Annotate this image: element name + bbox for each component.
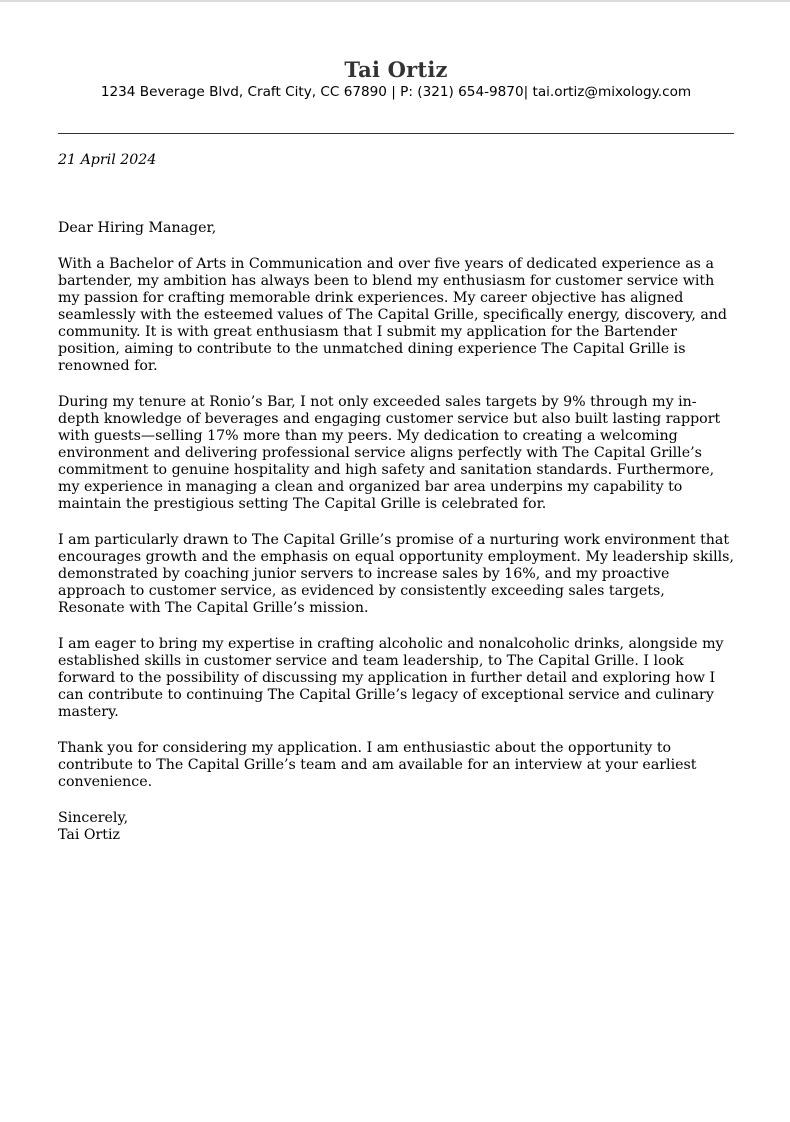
sign-off (58, 810, 734, 844)
body-paragraph-2: During my tenure at Ronio’s Bar, I not only exceeded sales targets by 9% through my in-depth knowledge of beverages and engaging customer service but also built lasting rapport with guests—selling 17% more than my peers. My dedication to creating a welcoming environment and delivering professional service aligns perfectly with The Capital Grille’s commitment to genuine hospitality and high safety and sanitation standards. Furthermore, my experience in managing a clean and organized bar area underpins my capability to maintain the prestigious setting The Capital Grille is celebrated for. (58, 394, 721, 512)
body-paragraph-3: I am particularly drawn to The Capital Grille’s promise of a nurturing work environment that encourages growth and the emphasis on equal opportunity employment. My leadership skills, demonstrated by coaching junior servers to increase sales by 16%, and my proactive approach to customer service, as evidenced by consistently exceeding sales targets, Resonate with The Capital Grille’s mission. (58, 532, 734, 616)
letter-date: 21 April 2024 (58, 152, 157, 168)
body-paragraph-4: I am eager to bring my expertise in crafting alcoholic and nonalcoholic drinks, alongside my established skills in customer service and team leadership, to The Capital Grille. I look forward to the possibility of discussing my application in further detail and exploring how I can contribute to continuing The Capital Grille’s legacy of exceptional service and culinary mastery. (58, 636, 724, 720)
contact-line: 1234 Beverage Blvd, Craft City, CC 67890 | P: (321) 654-9870| tai.ortiz@mixology.com (100, 84, 692, 100)
body-paragraph-5: Thank you for considering my application. I am enthusiastic about the opportunity to contribute to The Capital Grille’s team and am available for an interview at your earliest convenience. (58, 740, 697, 790)
signature-name: Tai Ortiz (58, 827, 120, 843)
salutation: Dear Hiring Manager, (58, 220, 217, 236)
letter-header (58, 58, 734, 101)
applicant-name: Tai Ortiz (344, 57, 448, 82)
cover-letter-page (58, 0, 734, 844)
body-paragraph-1: With a Bachelor of Arts in Communication and over five years of dedicated experience as a bartender, my ambition has always been to blend my enthusiasm for customer service with my passion for crafting memorable drink experiences. My career objective has aligned seamlessly with the esteemed values of The Capital Grille, specifically energy, discovery, and community. It is with great enthusiasm that I submit my application for the Bartender position, aiming to contribute to the unmatched dining experience The Capital Grille is renowned for. (58, 256, 728, 374)
closing-phrase: Sincerely, (58, 810, 129, 826)
header-divider (58, 133, 734, 134)
